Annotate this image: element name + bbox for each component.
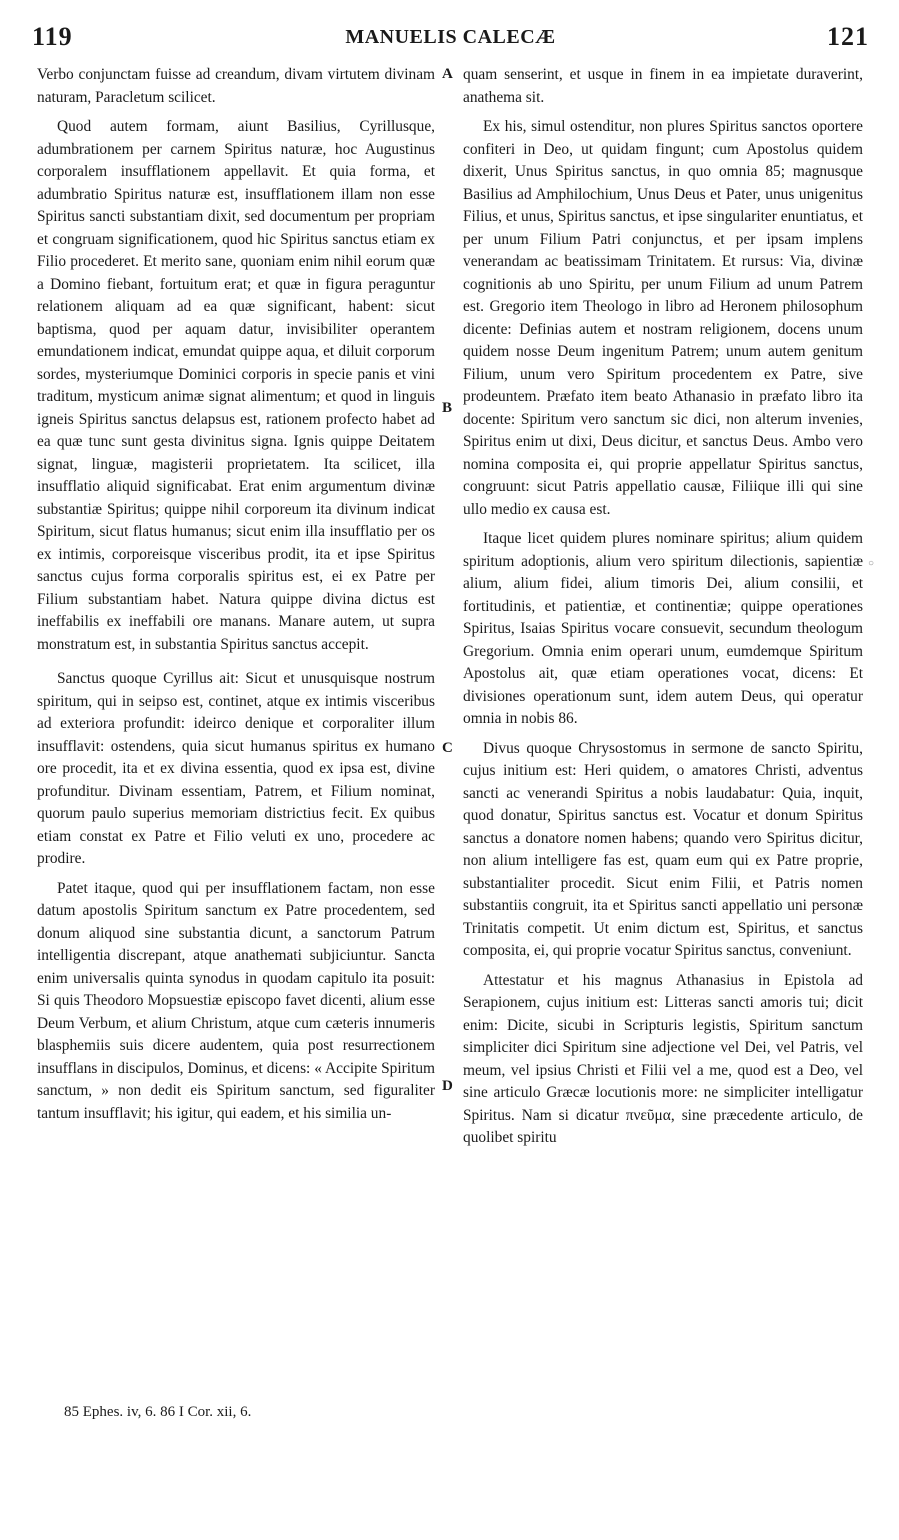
right-paragraph-3: Itaque licet quidem plures nominare spiritus; alium quidem spiritum adoptionis, alium vero spiritum dilectionis, sapientiæ alium, alium fidei, alium timoris Dei, alium consilii, et fortitudinis, et patientiæ, et continentiæ; quippe operationes Spiritus, Isaias Spiritus vocare consuevit, secundum theologum Gregorium. Omnia enim operari unum, eumdemque Spiritum Apostolus ait, quæ etiam operationes vocat, dicens: Et divisiones operationum sunt, idem autem Deus, qui operatur omnia in nobis 86. <box>463 530 863 727</box>
left-paragraph-1: Verbo conjunctam fuisse ad creandum, divam virtutem divinam naturam, Paracletum scilicet. <box>37 66 435 106</box>
left-paragraph-4: Patet itaque, quod qui per insufflationem factam, non esse datum apostolis Spiritum sanctum ex Patre procedentem, sed donum aliquod sine substantia dicunt, a sanctorum Patrum intelligentia discrepant, atque anathemati subjiciuntur. Sancta enim universalis quinta synodus in quodam capitulo ita posuit: Si quis Theodoro Mopsuestiæ episcopo favet dicenti, alium esse Deum Verbum, et alium Christum, atque cum cæteris innumeris blasphemiis suis dicere audentem, quia post resurrectionem insufflans in discipulos, Dominus, et dicens: « Accipite Spiritum sanctum, » non dedit eis Spiritum sanctum, sed figuraliter tantum insufflavit; his igitur, qui eadem, et his similia un- <box>37 879 435 1122</box>
margin-ornament: ○ <box>868 558 875 569</box>
margin-marker-b: B <box>442 400 453 416</box>
right-column <box>463 64 863 1157</box>
footnotes: 85 Ephes. iv, 6. 86 I Cor. xii, 6. <box>64 1404 252 1420</box>
margin-marker-d: D <box>442 1078 453 1094</box>
right-paragraph-1: quam senserint, et usque in finem in ea impietate duraverint, anathema sit. <box>463 66 863 106</box>
page-number-right: 121 <box>827 22 869 51</box>
right-paragraph-5: Attestatur et his magnus Athanasius in Epistola ad Serapionem, cujus initium est: Litteras sancti amoris tui; dicit enim: Dicite, sicubi in Scripturis legistis, Spiritum sanctum simpliciter dici Spiritum sine adjectione vel Dei, vel Patris, vel meum, vel ipsius Christi et Filii vel a me, quod est a Deo, vel sine articulo Græcæ locutionis more: ne simpliciter intelligatur Spiritus. Nam si dicatur πνεῦμα, sine præcedente articulo, de quolibet spiritu <box>463 971 863 1146</box>
left-paragraph-2: Quod autem formam, aiunt Basilius, Cyrillusque, adumbrationem per carnem Spiritus naturæ, hoc Augustinus corporalem insufflationem appellavit. Et quia forma, et adumbratio Spiritus naturæ est, insufflationem illam non esse Spiritus sancti substantiam dixit, sed documentum per propriam et congruam significationem, quod hic Spiritus sanctus etiam ex Filio procederet. Et merito sane, quoniam enim nihil eorum quæ a Domino fiebant, fortuitum erat; et quæ in figura peraguntur relationem aliquam ad ea quæ significant, habent: sicut baptisma, quod per aquam datur, invisibiliter operantem emundationem indicat, emundat quippe aqua, et diluit corporum sordes, mysteriumque Dominici corporis in specie panis et vini traditum, mysticum animæ signat alimentum; et quod in linguis igneis Spiritus sanctus delapsus est, rationem profecto habet ad ea quæ tunc sunt gesta divinitus signa. Ignis quippe Deitatem signat, linguæ, magisterii proprietatem. Ita scilicet, illa insufflatio aliquid significabat. Erat enim argumentum divinæ substantiæ Spiritus; quippe nihil corporeum ita divinum indicat Spiritum, sicut flatus humanus; sicut enim illa insufflatio per os ex intimis, corporeisque visceribus prodit, ita et ipse Spiritus sanctus cujus forma corporalis spiritus est, ei ex Patre per Filium substantiam habet. Natura quippe divina dictus est ineffabilis ex ineffabili ore manans. Manare autem, ut supra monstratum est, in substantia Spiritus sanctus accepit. <box>37 118 435 653</box>
running-title: MANUELIS CALECÆ <box>345 26 556 48</box>
right-paragraph-4: Divus quoque Chrysostomus in sermone de sancto Spiritu, cujus initium est: Heri quidem, o amatores Christi, adventus sancti ac venerandi Spiritus a nobis laudabatur: Quia, inquit, quod donatur, Spiritus sanctus est. Vocatur et donum Spiritus sanctus a donatore nomen habens; quando vero Spiritus dicitur, non alium intelligere fas est, quam eum qui ex Patre proprie, substantialiter procedit. Sicut enim Filii, et Patris nomen substantiis congruit, ita et Spiritus sancti appellatio uni personæ Trinitatis competit. Ut enim dictum est, Spiritus, et sanctus composita, ei, qui proprie vocatur Spiritus sanctus, conveniunt. <box>463 739 863 959</box>
left-paragraph-3: Sanctus quoque Cyrillus ait: Sicut et unusquisque nostrum spiritum, qui in seipso est, continet, atque ex intimis visceribus ad exteriora profundit: ideirco denique et corporaliter illum insufflavit: ostendens, quia sicut humanus spiritus ex humano ore procedit, ita et ex divina essentia, quod ex ipsa est, divine profunditur. Divinam essentiam, Patrem, et Filium nominat, quorum paulo superius memoriam districtius fecit. Ex quibus etiam constat ex Patre et Filio veluti ex uno, procedere ac prodire. <box>37 670 435 867</box>
margin-marker-c: C <box>442 740 453 756</box>
page-number-left: 119 <box>32 22 73 51</box>
margin-marker-a: A <box>442 66 453 82</box>
running-header <box>32 22 869 58</box>
right-paragraph-2: Ex his, simul ostenditur, non plures Spiritus sanctos oportere confiteri in Deo, ut quidam fingunt; cum Apostolus quidem dixerit, Unus Spiritus sanctus, in quo omnia 85; magnusque Basilius ad Amphilochium, Unus Deus et Pater, unus unigenitus Filius, et unus, Spiritus sanctus, et ipse singulariter enuntiatus, et per unum Filium Patri conjunctus, et per ipsam implens venerandam ac beatissimam Trinitatem. Et rursus: Via, divinæ cognitionis ab uno Spiritu, per unum Filium ad unum Patrem est. Gregorio item Theologo in libro ad Heronem philosophum dicente: Definias autem et nostram religionem, docens unum quidem nosse Deum ingenitum Patrem; unum autem genitum Filium, unum vero Spiritum procedentem ex Patre, sive prodeuntem. Præfato item beato Athanasio in præfato libro ita docente: Spiritum vero sanctum sic dici, non alterum invenies, Spiritus enim ut dixi, Deus dicitur, et sanctus Deus. Ambo vero nomina composita ei, qui proprie appellatur Spiritus sanctus, congruunt: sicut Patris appellatio causæ, Filiique illi qui sine ullo medio ex causa est. <box>463 118 863 518</box>
left-column <box>37 64 435 1132</box>
